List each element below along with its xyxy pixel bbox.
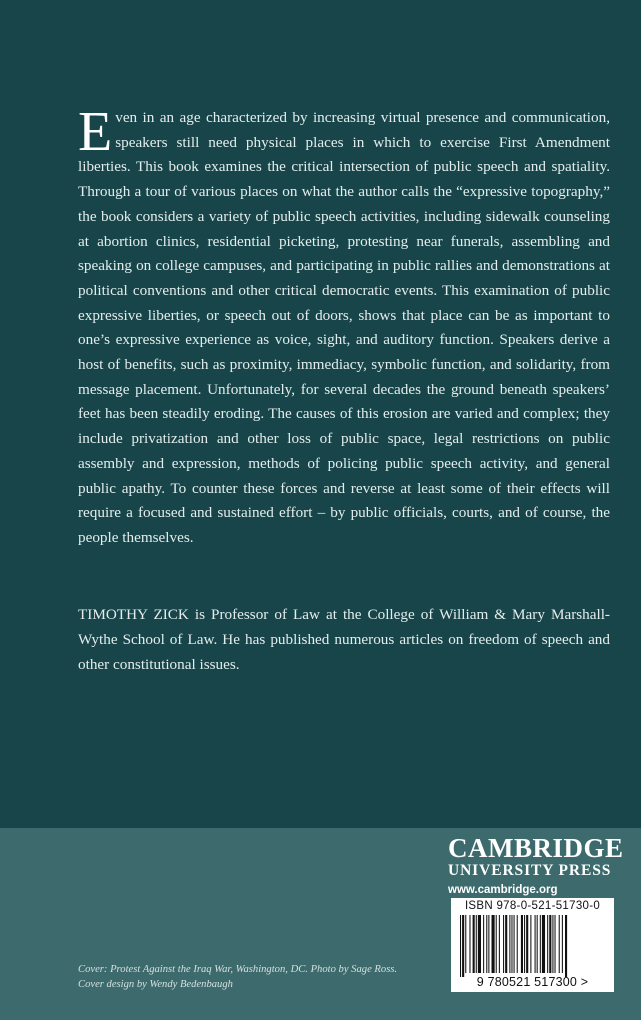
barcode-bar (478, 915, 481, 973)
barcode-bar (524, 915, 525, 973)
cover-photo-credit: Cover: Protest Against the Iraq War, Washington, DC. Photo by Sage Ross. (78, 964, 398, 975)
barcode-bar (496, 915, 497, 973)
drop-cap: E (78, 101, 113, 163)
publisher-url: www.cambridge.org (448, 884, 558, 896)
barcode-bar (483, 915, 484, 973)
barcode-bar (488, 915, 489, 973)
barcode-bar (555, 915, 556, 973)
publisher-logo (448, 833, 624, 899)
book-description (78, 101, 610, 551)
barcode-bar (517, 915, 518, 973)
barcode-bar (476, 915, 477, 973)
publisher-subtitle: UNIVERSITY PRESS (448, 862, 612, 879)
cover-credits (78, 962, 397, 992)
barcode-bar (562, 915, 563, 973)
cover-design-credit: Cover design by Wendy Bedenbaugh (78, 979, 233, 990)
isbn-label: ISBN 978-0-521-51730-0 (464, 900, 601, 912)
barcode-bar (460, 915, 461, 977)
barcode-bar (492, 915, 495, 973)
barcode-bar (469, 915, 470, 973)
author-bio (78, 588, 610, 692)
barcode-digits: 9 780521 517300 > (476, 975, 589, 989)
barcode-bar (530, 915, 531, 973)
barcode-bar (486, 915, 487, 973)
barcode-bar (462, 915, 464, 977)
barcode-bar (559, 915, 560, 973)
barcode-bar (542, 915, 545, 973)
barcode-bars (451, 915, 614, 977)
barcode-bar (514, 915, 515, 973)
barcode-bar (547, 915, 548, 973)
barcode-bar (552, 915, 553, 973)
description-text: ven in an age characterized by increasing virtual presence and communication, speakers still need physical places in which to exercise First Amendment liberties. This book examines the critical intersection of public speech and spatiality. Through a tour of various places on what the author calls the “expressive topography,” the book considers a variety of public speech activities, including sidewalk counseling at abortion clinics, residential picketing, protesting near funerals, assembling and speaking on college campuses, and participating in public rallies and demonstrations at political conventions and other critical democratic events. This examination of public expressive liberties, or speech out of doors, shows that place can be as important to one’s expressive experience as voice, sight, and auditory function. Speakers derive a host of benefits, such as proximity, immediacy, symbolic function, and solidarity, from message placement. Unfortunately, for several decades the ground beneath speakers’ feet has been steadily eroding. The causes of this erosion are varied and complex; they include privatization and other loss of public space, legal restrictions on public assembly and expression, methods of policing public speech activity, and general public apathy. To counter these forces and reverse at least some of their effects will require a focused and sustained effort – by public officials, courts, and of course, the people themselves. (78, 109, 610, 546)
barcode-bar (537, 915, 538, 973)
barcode-bar (503, 915, 504, 973)
author-bio-text: TIMOTHY ZICK is Professor of Law at the College of William & Mary Marshall-Wythe School of Law. He has published numerous articles on freedom of speech and other constitutional issues. (78, 606, 610, 673)
barcode-bar (509, 915, 510, 973)
barcode-bar (540, 915, 541, 973)
barcode-bar (549, 915, 551, 973)
barcode-bar (465, 915, 466, 973)
barcode-bar (535, 915, 536, 973)
publisher-name: CAMBRIDGE (448, 833, 624, 863)
barcode-bar (505, 915, 507, 973)
description-paragraph (78, 101, 610, 551)
barcode-bar (499, 915, 500, 973)
barcode-bar (521, 915, 523, 973)
barcode-bar (526, 915, 528, 973)
isbn-barcode (451, 898, 614, 992)
barcode-bar (473, 915, 475, 973)
barcode-bar (511, 915, 512, 973)
barcode-bar (565, 915, 567, 977)
